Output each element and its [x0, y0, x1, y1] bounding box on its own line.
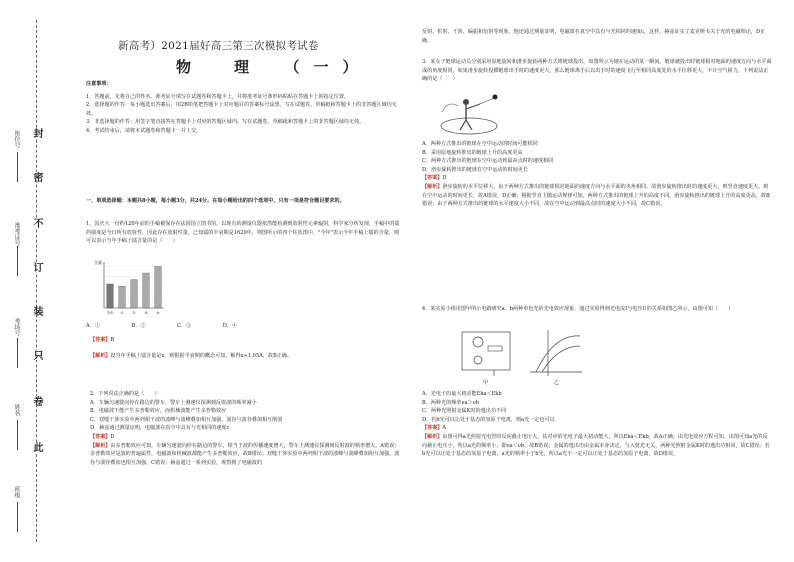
q1-option-c[interactable]: C．③ [177, 323, 192, 329]
seal-char: 订 [28, 262, 44, 272]
analysis-text: 滑步旋转的水平位移大，由于两种方式推出的链球相对地面的速度方向与水平面的夹角相同，故滑步旋转推出时的速度更大，则竖直速度更大，则在空中运动的时间更长，故A错误，D正确；根据竖直上抛运动规律可知，两种方式推出的链球上升的高度不同，滑步旋转推出的链球上升的高度更高，故B错误；由于两种方式推出的链球的水平速度大小不同，故在空中运动到最高点时的速度大小不同，故C错误。 [422, 183, 770, 208]
q2-option-a[interactable]: A．车辆匀速驶向停在路边的警车，警车上测速仪探测到反射波的频率减小 [90, 399, 257, 406]
seal-line [36, 20, 37, 542]
bar [143, 273, 150, 308]
tick-label: ② [132, 311, 136, 315]
seat-field[interactable] [17, 152, 18, 182]
tick-label: ① [120, 311, 124, 315]
bar [131, 280, 138, 308]
hammer-throw-icon [434, 92, 504, 138]
ticket-field[interactable] [17, 246, 18, 276]
q3-option-c[interactable]: C．两种方式推出的链球在空中运动到最高点时的速度相同 [422, 158, 554, 165]
bar [119, 286, 126, 308]
name-field[interactable] [17, 420, 18, 450]
subject-title: 物 理 （一） [176, 58, 372, 76]
room-field[interactable] [17, 338, 18, 368]
q4-option-d[interactable]: D．若b光可以让处于基态的氢原子电离，则a光一定也可以 [422, 416, 555, 423]
q4-option-c[interactable]: C．两种光照射金属K时的逸出功不同 [422, 408, 507, 415]
tick-label: ④ [156, 311, 160, 315]
q4-body [422, 390, 772, 459]
q1-option-b[interactable]: B．② [131, 323, 146, 329]
analysis-tag: 【解析】 [422, 433, 443, 440]
q4-option-b[interactable]: B．两种光的频率νa＞νb [422, 399, 479, 406]
q3-option-a[interactable]: A．两种方式推出的链球在空中运动的时间可能相同 [422, 141, 538, 147]
q1-option-d[interactable]: D．④ [222, 323, 238, 329]
analysis-tag: 【解析】 [90, 353, 111, 359]
notice [86, 80, 404, 136]
field-label-room: 考场号 [13, 318, 20, 336]
analysis-text: 设当年手稿上镭含量是x，则根据半衰期的概念可知，解得x≈1.05A，故B正确。 [110, 353, 292, 359]
answer-value: B [110, 337, 115, 343]
analysis-text: 由图可得a光照射光电管时反向截止电压大，其对应的光电子最大初动能大，所以Eka＜Ekb，故A正确；由光电效应方程可知，由图可知a光的反向截止电压小，所以a光的频率小，即νa＜νb，故B错误；金属的逸出功由金属本身决定，与入射光无关，两种光照射金属K时的逸出功相同，故C错误；若b光可以让处于基态的氢原子电离，a光的频率小于b光，所以a光不一定可以让处于基态的氢原子电离，故D错误。 [422, 433, 770, 458]
binding-strip [8, 0, 54, 562]
question-2 [90, 390, 404, 467]
bar [107, 284, 114, 308]
question-3 [422, 58, 772, 84]
q1-answer [90, 336, 114, 345]
q2-stem: 2．下列说法正确的是（ ） [90, 391, 160, 397]
notice-item: 3．非选择题的作答：用签字笔直接答在答题卡上对应的答题区域内。写在试题卷、草稿纸和答题卡上的非答题区域均无效。 [86, 119, 365, 126]
q3-option-b[interactable]: B．采用原地旋转推出的链球上升的高度更高 [422, 149, 523, 156]
tick-label: 今年 [106, 311, 114, 315]
q1-bar-chart [92, 256, 168, 318]
class-field[interactable] [17, 502, 18, 532]
field-label-ticket: 准考证号 [13, 222, 20, 246]
analysis-tag: 【解析】 [422, 183, 443, 190]
seal-char: 密 [28, 172, 44, 182]
answer-tag: 【答案】 [422, 175, 443, 182]
answer-value: D [110, 433, 115, 440]
seal-char: 此 [28, 442, 44, 452]
q4-stem: 4．某实验小组用图甲所示电路研究a、b两种单色光的光电效应现象，通过实验得到光电流I与电压U的关系如图乙所示，由图可知（ ） [422, 306, 734, 312]
q4-option-a[interactable]: A．光电子的最大初动能Eka＜Ekb [422, 391, 502, 397]
field-label-seat: 座位号 [13, 130, 20, 148]
field-label-name: 姓名 [13, 404, 20, 416]
notice-item: 1．答题前，先将自己的姓名、准考证号填写在试题卷和答题卡上，并将准考证号条形码粘贴在答题卡上的指定位置。 [86, 93, 350, 100]
q1-analysis [90, 352, 404, 361]
answer-tag: 【答案】 [90, 433, 111, 440]
analysis-text: 由多普勒效应可知，车辆匀速驶向停在路边的警车，相当于波的传播速度增大，警车上测速仪探测到反射波的频率增大，A错误；多普勒效应是波的普遍属性，电磁波和机械波都能产生多普勒效应，故B错误；双缝干涉实验中两列相干波的波峰与波峰叠加相互加强，波谷与波谷叠加也相互加强，C错误；赫兹通过一系列实验，观察到了电磁波的 [90, 442, 400, 466]
q2-continued: 反射、折射、干涉、偏振和衍射等现象，他还通过测量证明，电磁波在真空中具有与光相同的速度c，这样，赫兹证实了麦克斯韦关于光的电磁理论，D正确。 [422, 29, 766, 44]
bar [155, 266, 162, 308]
notice-item: 4．考试结束后，请将本试题卷和答题卡一并上交。 [86, 127, 202, 134]
q3-stem: 3．某女子链球运动员分别采用原地旋转和滑步旋转两种方式将链球投出，如图所示为她在运动的某一瞬间。链球被投出时链球相对地面的速度方向与水平面成的角度相同，如果滑步旋转投掷链球出手时的速度更大，那么链球离手后以出手时的速度飞行至相同高度处的水平位移更大，不计空气阻力，下列说法正确的是（ ） [422, 59, 772, 83]
q3-body [422, 140, 772, 209]
question-4 [422, 305, 772, 314]
seal-char: 装 [28, 306, 44, 316]
bar-chart-svg [92, 256, 168, 318]
q1-option-a[interactable]: A．① [86, 323, 100, 329]
q3-option-d[interactable]: D．滑步旋转推出的链球在空中运动的时间更长 [422, 166, 528, 173]
question-1 [86, 220, 404, 246]
seal-char: 只 [28, 350, 44, 360]
exam-title: 新高考）2021届好高三第三次模拟考试卷 [118, 40, 319, 52]
y-axis-label: 含量 [94, 260, 102, 265]
q2-option-b[interactable]: B．电磁波不能产生多普勒效应，而机械波能产生多普勒效应 [90, 408, 227, 415]
q3-figure [434, 92, 504, 138]
seal-char: 封 [28, 128, 44, 138]
notice-heading: 注意事项： [86, 81, 112, 87]
q4-figures [458, 326, 588, 386]
field-label-class: 班级 [13, 486, 20, 498]
tick-label: ③ [144, 311, 148, 315]
answer-tag: 【答案】 [422, 425, 443, 432]
seal-char: 卷 [28, 396, 44, 406]
answer-tag: 【答案】 [90, 337, 111, 343]
fig-b-label: 乙 [554, 380, 560, 386]
circuit-and-iv-graph [458, 326, 588, 386]
analysis-tag: 【解析】 [90, 442, 111, 449]
seal-char: 不 [28, 218, 44, 228]
fig-a-label: 甲 [483, 380, 489, 386]
q1-stem: 1．国庆大一份约120年前的手稿被保存在法国国立图书馆，以现有的测量仪器依然能检测到放射性元素辐射，科学家分析发现，手稿中的镭的强度是今日所有放射性，因此存在放射性量。已知镭的半衰期是1620年，则图所示的四个柱状图中，"今年"表示今年手稿上镭的含量，则可以表示当年手稿上镭含量的是（ ） [86, 221, 400, 245]
answer-value: D [442, 175, 447, 182]
q1-options [86, 322, 404, 331]
notice-item: 2．选择题的作答：每小题选出答案后，用2B铅笔把答题卡上对应题目的答案标号涂黑，写在试题卷、草稿纸和答题卡上的非答题区域均无效。 [86, 102, 397, 117]
answer-value: A [442, 425, 447, 432]
section-heading: 一、单项选择题：本题共8小题，每小题3分，共24分。在每小题给出的四个选项中，只有一项是符合题目要求的。 [86, 198, 345, 204]
q2-option-d[interactable]: D．赫兹通过测量证明，电磁波在真空中具有与光相同的速度c [90, 425, 230, 432]
q2-option-c[interactable]: C．双缝干涉实验中两列相干波的波峰与波峰叠加相互加强，波谷与波谷叠加相互削弱 [90, 416, 283, 423]
